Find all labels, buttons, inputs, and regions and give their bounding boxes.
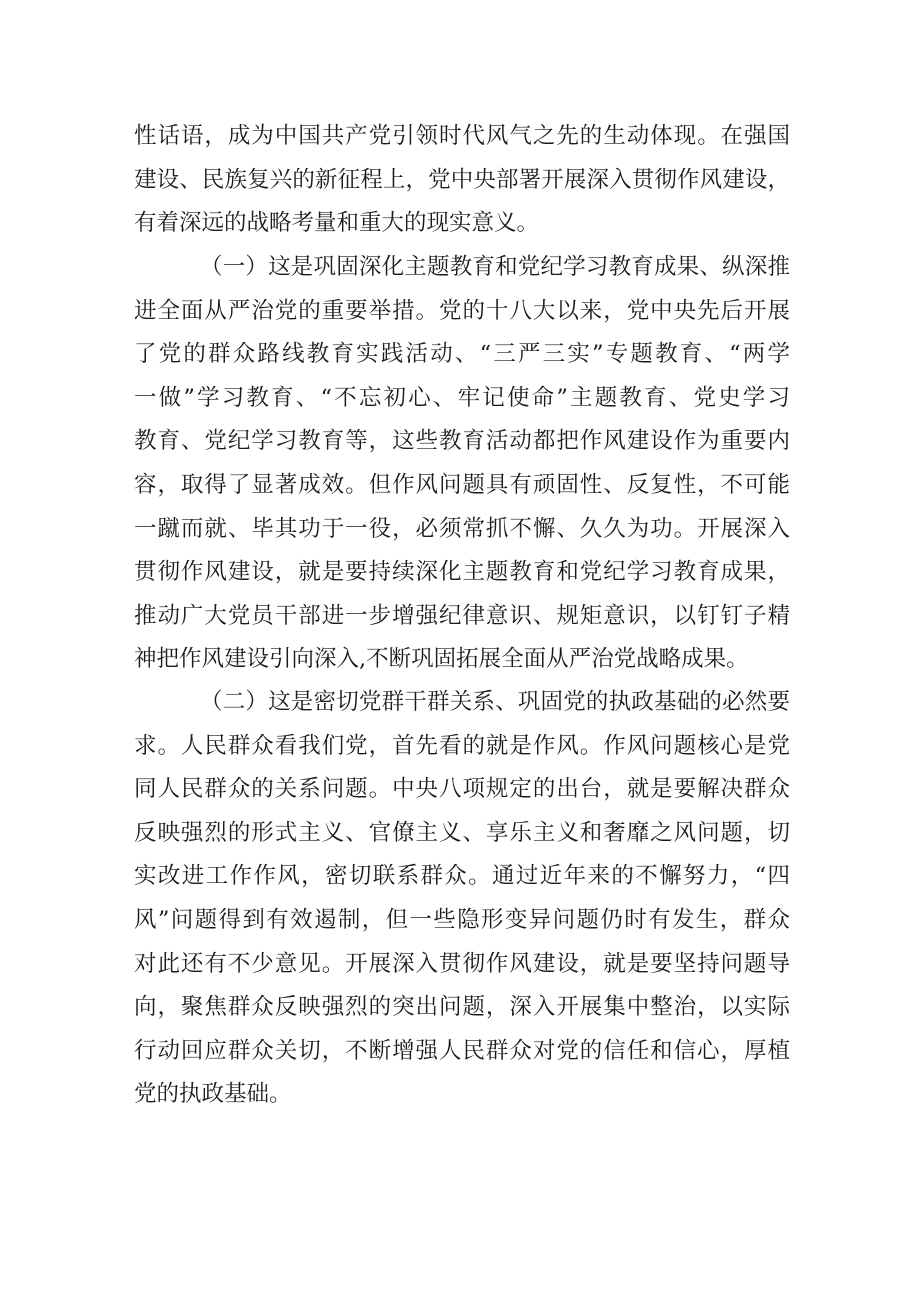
paragraph-line: 一做”学习教育、“不忘初心、牢记使命”主题教育、党史学习 bbox=[134, 384, 790, 411]
paragraph-line: 性话语，成为中国共产党引领时代风气之先的生动体现。在强国 bbox=[134, 123, 790, 149]
paragraph-line: 神把作风建设引向深入,不断巩固拓展全面从严治党战略成果。 bbox=[134, 646, 749, 673]
paragraph-line: 对此还有不少意见。开展深入贯彻作风建设，就是要坚持问题导 bbox=[134, 950, 790, 977]
section-two-paragraph bbox=[134, 681, 790, 1117]
paragraph-line: 有着深远的战略考量和重大的现实意义。 bbox=[134, 210, 540, 237]
paragraph-line: 了党的群众路线教育实践活动、“三严三实”专题教育、“两学 bbox=[134, 341, 790, 368]
paragraph-line: 同人民群众的关系问题。中央八项规定的出台，就是要解决群众 bbox=[134, 776, 790, 803]
paragraph-line: 推动广大党员干部进一步增强纪律意识、规矩意识，以钉钉子精 bbox=[134, 602, 790, 629]
paragraph-line: 风”问题得到有效遏制，但一些隐形变异问题仍时有发生，群众 bbox=[134, 906, 790, 933]
paragraph-line: 向，聚焦群众反映强烈的突出问题，深入开展集中整治，以实际 bbox=[134, 994, 790, 1021]
paragraph-line: 一蹴而就、毕其功于一役，必须常抓不懈、久久为功。开展深入 bbox=[134, 515, 790, 542]
paragraph-line: （二）这是密切党群干群关系、巩固党的执政基础的必然要 bbox=[200, 689, 790, 715]
paragraph-line: 反映强烈的形式主义、官僚主义、享乐主义和奢靡之风问题，切 bbox=[134, 819, 790, 846]
paragraph-line: 行动回应群众关切，不断增强人民群众对党的信任和信心，厚植 bbox=[134, 1037, 790, 1064]
paragraph-line: 贯彻作风建设，就是要持续深化主题教育和党纪学习教育成果， bbox=[134, 559, 790, 586]
paragraph-line: 建设、民族复兴的新征程上，党中央部署开展深入贯彻作风建设， bbox=[134, 166, 790, 193]
intro-paragraph bbox=[134, 115, 790, 246]
paragraph-line: 求。人民群众看我们党，首先看的就是作风。作风问题核心是党 bbox=[134, 732, 790, 759]
paragraph-line: 教育、党纪学习教育等，这些教育活动都把作风建设作为重要内 bbox=[134, 428, 790, 455]
section-one-paragraph bbox=[134, 246, 790, 682]
paragraph-line: 进全面从严治党的重要举措。党的十八大以来，党中央先后开展 bbox=[134, 297, 790, 324]
paragraph-line: 实改进工作作风，密切联系群众。通过近年来的不懈努力，“四 bbox=[134, 863, 790, 890]
paragraph-line: （一）这是巩固深化主题教育和党纪学习教育成果、纵深推 bbox=[200, 254, 790, 280]
paragraph-line: 党的执政基础。 bbox=[134, 1081, 292, 1108]
paragraph-line: 容，取得了显著成效。但作风问题具有顽固性、反复性，不可能 bbox=[134, 471, 790, 498]
